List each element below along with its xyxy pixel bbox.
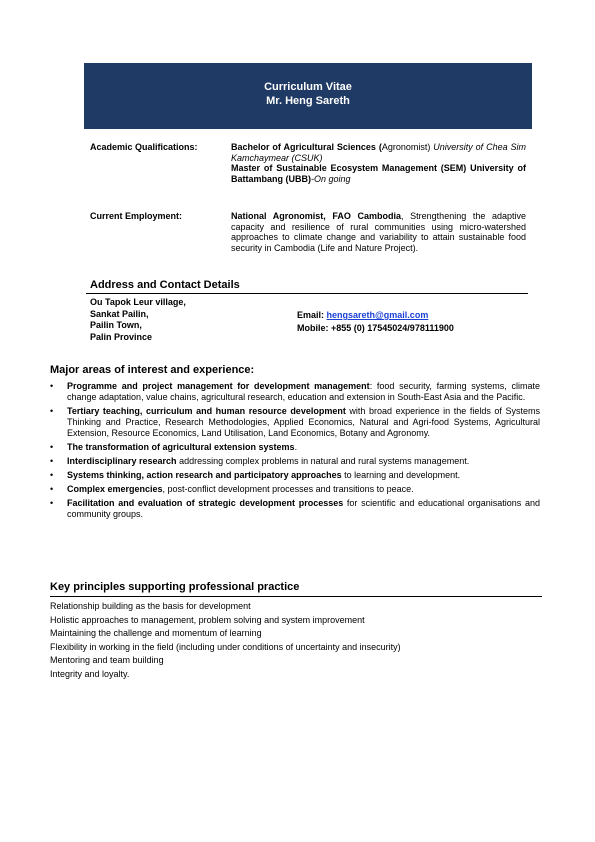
- list-item: • The transformation of agricultural extension systems.: [50, 441, 298, 452]
- mobile-row: Mobile: +855 (0) 17545024/978111900: [297, 323, 454, 333]
- email-row: [297, 309, 454, 322]
- cv-name: Mr. Heng Sareth: [266, 95, 350, 107]
- employment-label: Current Employment:: [90, 211, 183, 221]
- email-link[interactable]: hengsareth@gmail.com: [326, 310, 429, 320]
- list-item: Relationship building as the basis for development: [50, 601, 251, 611]
- interests-section-title: Major areas of interest and experience:: [50, 364, 255, 376]
- interests-list: [50, 381, 540, 523]
- degree1-institution: University of Chea Sim Kamchaymear (CSUK): [231, 142, 526, 163]
- degree2-title: Master of Sustainable Ecosystem Management (SEM) University of Battambang (UBB): [231, 163, 526, 184]
- contact-block: [297, 309, 454, 335]
- address-line: Pailin Town,: [90, 320, 142, 330]
- address-line: Sankat Pailin,: [90, 308, 149, 319]
- address-block: [90, 297, 186, 343]
- list-item: Integrity and loyalty.: [50, 668, 130, 679]
- list-item: Holistic approaches to management, problem solving and system improvement: [50, 614, 365, 625]
- academic-label: Academic Qualifications:: [90, 142, 198, 152]
- employment-role: National Agronomist, FAO Cambodia: [231, 211, 402, 221]
- list-item: • Tertiary teaching, curriculum and human resource development with broad experience in the fields of Systems Thinking and Practice, Research Methodologies, Applied Economics, Natural and Agri-food Systems, Agricultural Extension, Resource Economics, Land Utilisation, Land Economics, Botany and Agronomy.: [50, 406, 540, 438]
- list-item: • Programme and project management for development management: food security, farming systems, climate change adaptation, value chains, agricultural research, education and extension in South-East Asia and the Pacific.: [50, 381, 540, 402]
- employment-value: [231, 211, 526, 253]
- degree2-status: -On going: [311, 173, 351, 184]
- address-line: Palin Province: [90, 331, 153, 342]
- degree1-title: Bachelor of Agricultural Sciences (: [231, 142, 382, 152]
- list-item: • Systems thinking, action research and participatory approaches to learning and development.: [50, 470, 461, 481]
- academic-value: [231, 142, 526, 184]
- principles-section-title: Key principles supporting professional practice: [50, 581, 300, 593]
- cv-header-banner: [84, 63, 532, 129]
- list-item: Maintaining the challenge and momentum of learning: [50, 628, 262, 639]
- principles-list: [50, 600, 401, 682]
- list-item: • Facilitation and evaluation of strategic development processes for scientific and educational organisations and community groups.: [50, 498, 541, 520]
- list-item: • Complex emergencies, post-conflict development processes and transitions to peace.: [50, 484, 414, 495]
- address-section-title: Address and Contact Details: [90, 279, 240, 291]
- degree1-rest: Agronomist): [381, 142, 434, 152]
- address-line: Ou Tapok Leur village,: [90, 297, 186, 307]
- list-item: Mentoring and team building: [50, 655, 164, 666]
- list-item: Flexibility in working in the field (including under conditions of uncertainty and insecurity): [50, 641, 401, 652]
- principles-divider: [50, 596, 542, 597]
- employment-description: , Strengthening the adaptive capacity and resilience of rural communities using micro-watershed approaches to climate change and variability to attain sustainable food security in Cambodia (Life and Nature Project).: [231, 211, 526, 253]
- list-item: • Interdisciplinary research addressing complex problems in natural and rural systems management.: [50, 456, 470, 466]
- address-divider: [86, 293, 528, 294]
- cv-title: Curriculum Vitae: [264, 81, 352, 93]
- email-label: Email:: [297, 310, 327, 320]
